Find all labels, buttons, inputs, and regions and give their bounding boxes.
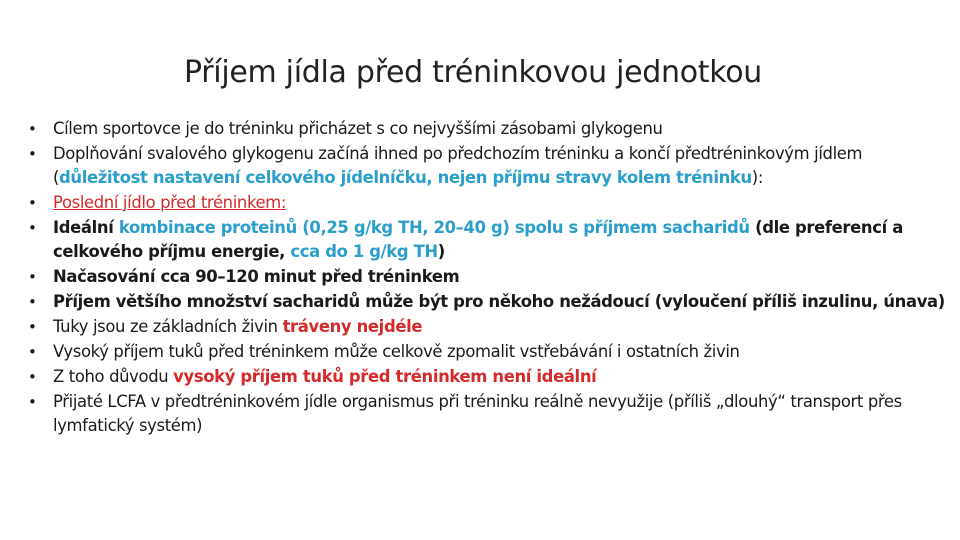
bullet-text-segment: ) <box>437 242 445 261</box>
bullet-text-segment: důležitost nastavení celkového jídelníčku, nejen příjmu stravy kolem tréninku <box>59 168 752 187</box>
bullet-text-segment: Z toho důvodu <box>53 367 174 386</box>
bullet-text-segment: Tuky jsou ze základních živin <box>53 317 283 336</box>
bullet-text-segment: (dle preferencí a celkového příjmu energie, <box>53 218 903 261</box>
bullet-text-segment: kombinace proteinů (0,25 g/kg TH, 20–40 g) spolu s příjmem sacharidů <box>118 218 750 237</box>
bullet-item <box>26 365 956 389</box>
bullet-text-segment: Poslední jídlo před tréninkem: <box>53 193 287 212</box>
bullet-text-segment: cca do 1 g/kg TH <box>290 242 438 261</box>
bullet-text-segment: Vysoký příjem tuků před tréninkem může celkově zpomalit vstřebávání i ostatních živin <box>53 342 740 361</box>
bullet-text-segment: Ideální <box>53 218 119 237</box>
bullet-item <box>26 265 956 289</box>
bullet-item <box>26 340 956 364</box>
bullet-text-segment: Cílem sportovce je do tréninku přicházet s co nejvyššími zásobami glykogenu <box>53 119 663 138</box>
bullet-text-segment: Přijaté LCFA v předtréninkovém jídle organismus při tréninku reálně nevyužije (příliš „dlouhý“ transport přes lymfatický systém) <box>53 392 902 435</box>
bullet-item <box>26 117 956 141</box>
bullet-item <box>26 315 956 339</box>
bullet-list <box>26 117 956 439</box>
bullet-text-segment: Příjem většího množství sacharidů může být pro někoho nežádoucí (vyloučení příliš inzulinu, únava) <box>53 292 945 311</box>
bullet-item <box>26 142 956 190</box>
bullet-item <box>26 216 956 264</box>
bullet-text-segment: tráveny nejdéle <box>282 317 423 336</box>
bullet-text-segment: vysoký příjem tuků před tréninkem není ideální <box>173 367 597 386</box>
bullet-item <box>26 191 956 215</box>
bullet-item <box>26 290 956 314</box>
bullet-text-segment: ): <box>751 168 764 187</box>
bullet-text-segment: Načasování cca 90–120 minut před tréninkem <box>53 267 460 286</box>
slide-title: Příjem jídla před tréninkovou jednotkou <box>183 55 763 90</box>
bullet-item <box>26 390 956 438</box>
bullet-text-segment: Doplňování svalového glykogenu začíná ihned po předchozím tréninku a končí předtréninkovým jídlem ( <box>53 144 863 187</box>
